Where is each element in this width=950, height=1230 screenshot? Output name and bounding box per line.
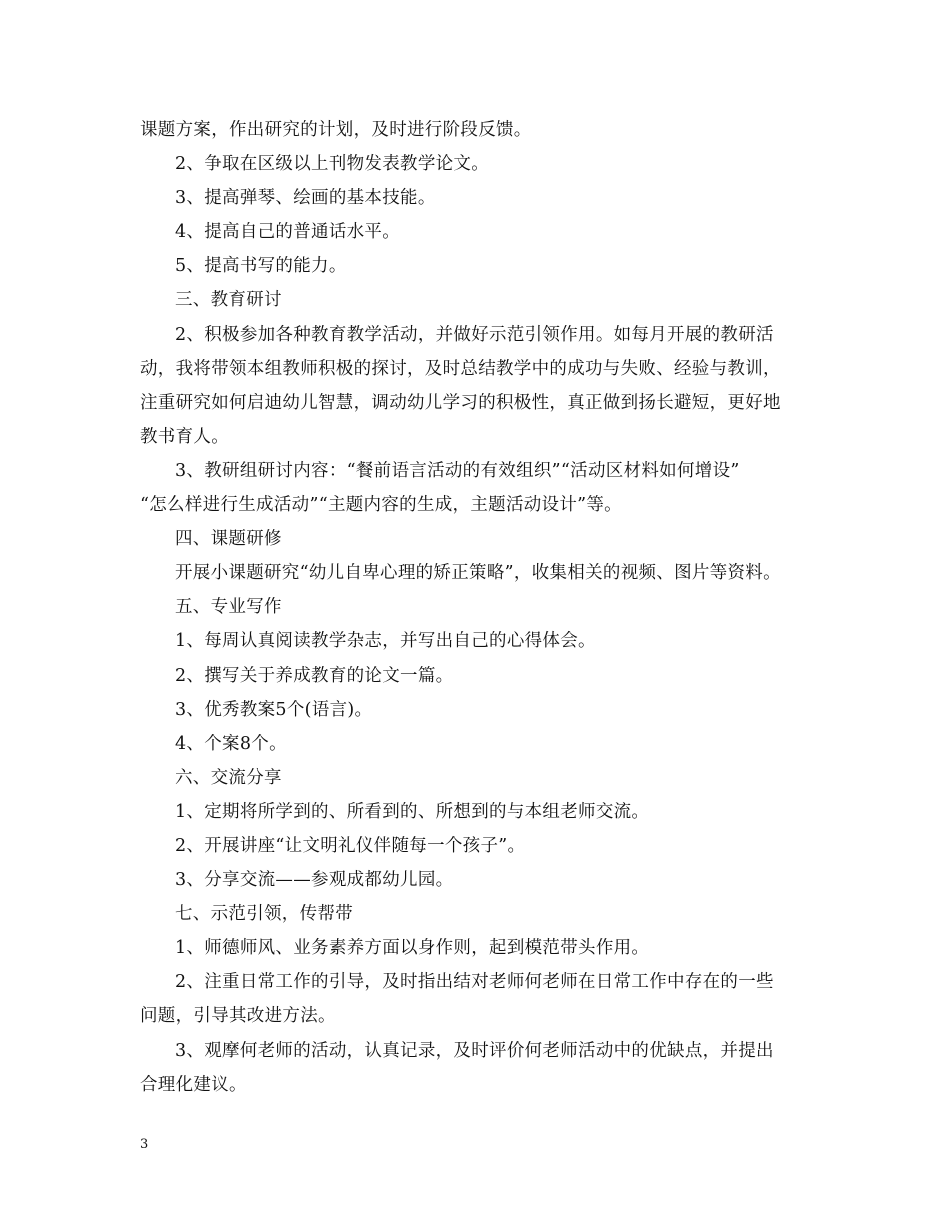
page-number: 3 (140, 1137, 149, 1152)
text-line: 3、教研组研讨内容：“餐前语言活动的有效组织”“活动区材料如何增设” (175, 460, 740, 481)
text-line: 1、每周认真阅读教学杂志，并写出自己的心得体会。 (175, 631, 596, 652)
text-line: 2、争取在区级以上刊物发表教学论文。 (175, 154, 490, 175)
text-line: 注重研究如何启迪幼儿智慧，调动幼儿学习的积极性，真正做到扬长避短，更好地 (140, 392, 781, 413)
text-line: 3、观摩何老师的活动，认真记录，及时评价何老师活动中的优缺点，并提出 (175, 1040, 774, 1061)
text-line: 教书育人。 (140, 426, 229, 447)
text-line: 2、注重日常工作的引导，及时指出结对老师何老师在日常工作中存在的一些 (175, 972, 774, 993)
text-line: 七、示范引领，传帮带 (175, 904, 353, 925)
text-line: 1、定期将所学到的、所看到的、所想到的与本组老师交流。 (175, 801, 650, 822)
text-line: 六、交流分享 (175, 767, 282, 788)
text-line: 五、专业写作 (175, 597, 282, 618)
text-line: 4、个案8个。 (175, 733, 287, 754)
document-body (140, 113, 830, 1102)
text-line: 2、撰写关于养成教育的论文一篇。 (175, 665, 454, 686)
text-line: 3、分享交流——参观成都幼儿园。 (175, 870, 454, 891)
text-line: 5、提高书写的能力。 (175, 256, 347, 277)
text-line: 4、提高自己的普通话水平。 (175, 222, 401, 243)
text-line: 课题方案，作出研究的计划，及时进行阶段反馈。 (140, 120, 532, 140)
text-line: 合理化建议。 (140, 1074, 247, 1095)
text-line: 3、优秀教案5个(语言)。 (175, 699, 373, 720)
text-line: 2、开展讲座“让文明礼仪伴随每一个孩子”。 (175, 835, 526, 856)
text-line: 动，我将带领本组教师积极的探讨，及时总结教学中的成功与失败、经验与教训， (140, 358, 781, 379)
text-line: 三、教育研讨 (175, 290, 282, 311)
text-line: 开展小课题研究“幼儿自卑心理的矫正策略”，收集相关的视频、图片等资料。 (175, 563, 781, 584)
text-line: 四、课题研修 (175, 529, 282, 550)
text-line: 1、师德师风、业务素养方面以身作则，起到模范带头作用。 (175, 938, 650, 959)
text-line: 3、提高弹琴、绘画的基本技能。 (175, 188, 436, 209)
text-line: 2、积极参加各种教育教学活动，并做好示范引领作用。如每月开展的教研活 (175, 324, 774, 345)
text-line: “怎么样进行生成活动”“主题内容的生成，主题活动设计”等。 (140, 495, 622, 516)
text-line: 问题，引导其改进方法。 (140, 1006, 336, 1027)
